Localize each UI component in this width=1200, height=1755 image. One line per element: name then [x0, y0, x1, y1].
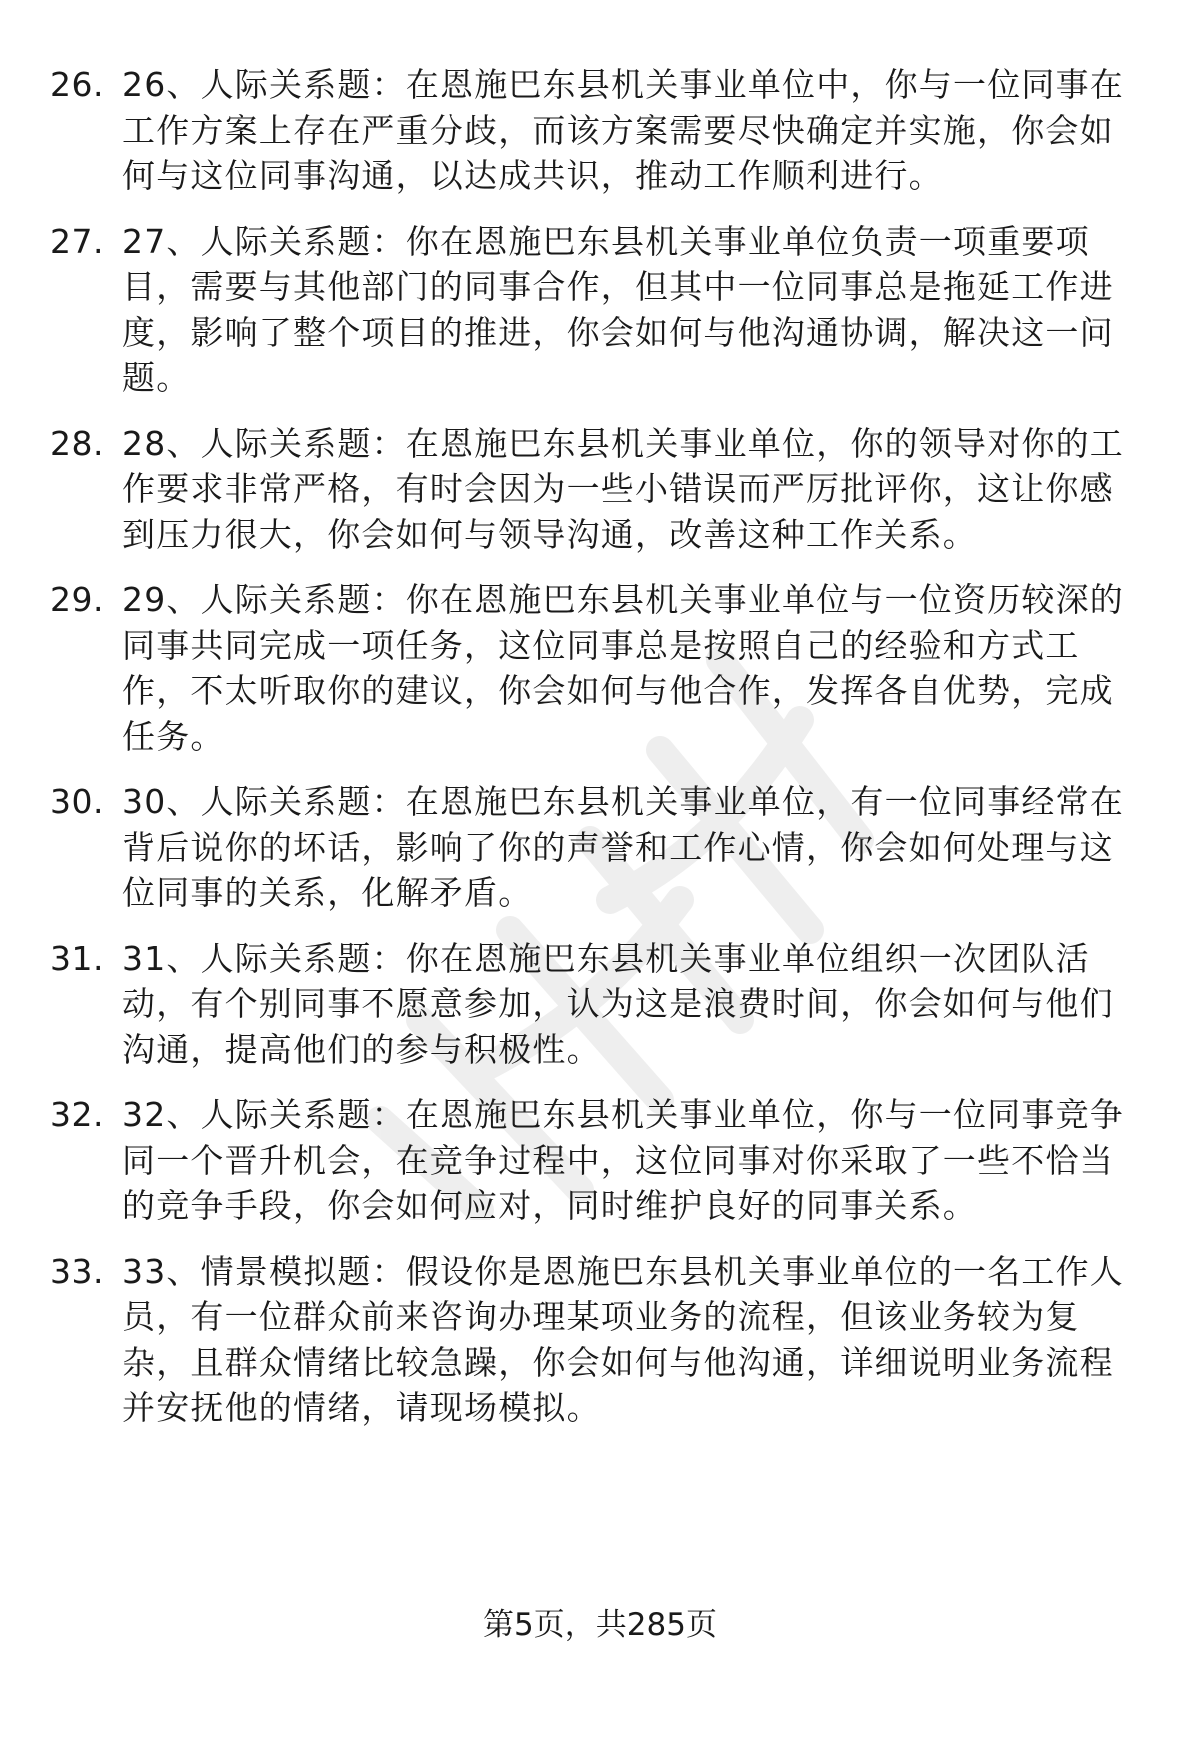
question-text: 32、人际关系题：在恩施巴东县机关事业单位，你与一位同事竞争同一个晋升机会，在竞争过程中，这位同事对你采取了一些不恰当的竞争手段，你会如何应对，同时维护良好的同事关系。 [122, 1095, 1124, 1225]
question-number: 32. [50, 1095, 104, 1134]
question-number: 31. [50, 938, 104, 978]
question-list [50, 62, 1150, 1451]
question-number: 26. [50, 65, 104, 104]
question-number: 33. [50, 1251, 104, 1291]
question-item [50, 421, 1150, 558]
question-number: 27. [50, 221, 104, 261]
question-text: 31、人际关系题：你在恩施巴东县机关事业单位组织一次团队活动，有个别同事不愿意参加，认为这是浪费时间，你会如何与他们沟通，提高他们的参与积极性。 [122, 938, 1114, 1069]
question-item [50, 577, 1150, 759]
question-number: 29. [50, 580, 104, 619]
question-number: 30. [50, 782, 104, 821]
question-item [50, 1249, 1150, 1431]
page-number-footer: 第5页，共285页 [483, 1607, 717, 1643]
question-text: 27、人际关系题：你在恩施巴东县机关事业单位负责一项重要项目，需要与其他部门的同事合作，但其中一位同事总是拖延工作进度，影响了整个项目的推进，你会如何与他沟通协调，解决这一问题。 [122, 221, 1114, 397]
question-text: 30、人际关系题：在恩施巴东县机关事业单位，有一位同事经常在背后说你的坏话，影响了你的声誉和工作心情，你会如何处理与这位同事的关系，化解矛盾。 [122, 782, 1124, 912]
question-text: 26、人际关系题：在恩施巴东县机关事业单位中，你与一位同事在工作方案上存在严重分歧，而该方案需要尽快确定并实施，你会如何与这位同事沟通，以达成共识，推动工作顺利进行。 [122, 65, 1124, 195]
question-item [50, 62, 1150, 199]
question-text: 28、人际关系题：在恩施巴东县机关事业单位，你的领导对你的工作要求非常严格，有时会因为一些小错误而严厉批评你，这让你感到压力很大，你会如何与领导沟通，改善这种工作关系。 [122, 423, 1124, 554]
question-text: 29、人际关系题：你在恩施巴东县机关事业单位与一位资历较深的同事共同完成一项任务，这位同事总是按照自己的经验和方式工作，不太听取你的建议，你会如何与他合作，发挥各自优势，完成任务。 [122, 580, 1124, 756]
question-item [50, 219, 1150, 401]
question-text: 33、情景模拟题：假设你是恩施巴东县机关事业单位的一名工作人员，有一位群众前来咨询办理某项业务的流程，但该业务较为复杂，且群众情绪比较急躁，你会如何与他沟通，详细说明业务流程并安抚他的情绪，请现场模拟。 [122, 1251, 1124, 1427]
question-item [50, 1092, 1150, 1229]
question-number: 28. [50, 423, 104, 463]
question-item [50, 779, 1150, 916]
question-item [50, 936, 1150, 1073]
